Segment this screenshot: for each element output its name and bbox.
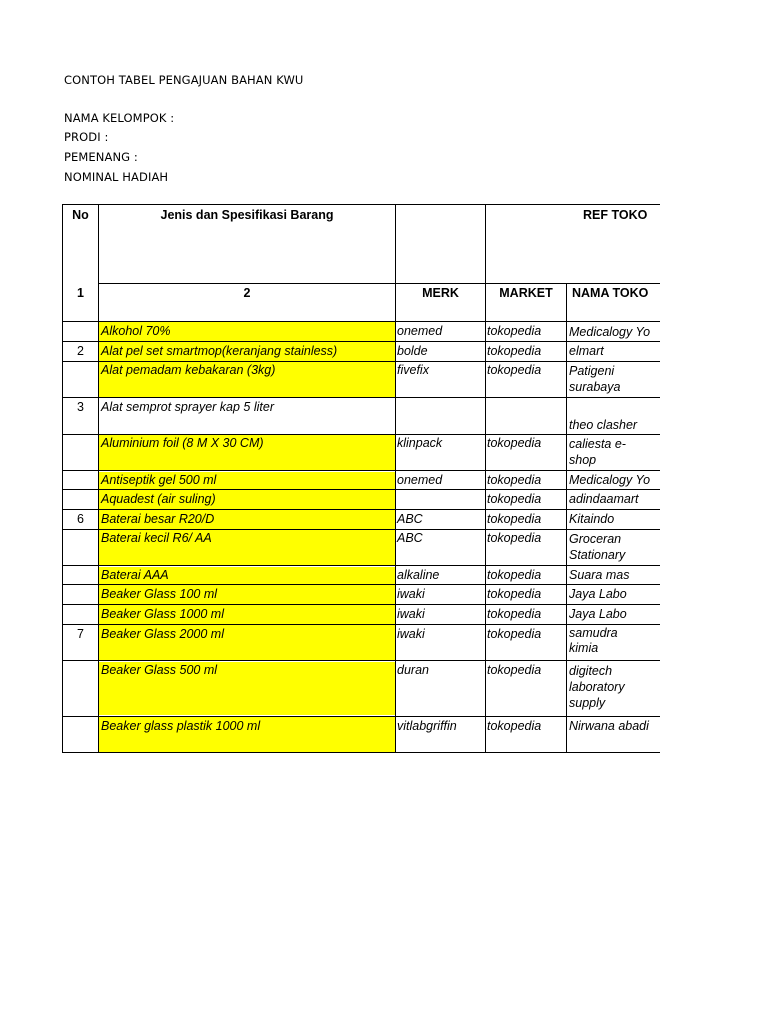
col-header-nama-toko: NAMA TOKO xyxy=(572,286,649,300)
grid-line xyxy=(62,489,660,490)
row-no: 6 xyxy=(77,512,84,526)
grid-line xyxy=(62,321,660,322)
row-item: Baterai kecil R6/ AA xyxy=(101,531,212,545)
row-market: tokopedia xyxy=(487,627,542,641)
row-toko: Kitaindo xyxy=(569,512,615,526)
nominal-hadiah-label: NOMINAL HADIAH xyxy=(64,170,169,184)
prodi-label: PRODI : xyxy=(64,130,109,144)
row-merk: ABC xyxy=(397,512,423,526)
row-market: tokopedia xyxy=(487,436,542,450)
row-no: 7 xyxy=(77,627,84,641)
grid-line xyxy=(62,361,660,362)
row-item: Beaker glass plastik 1000 ml xyxy=(101,719,261,733)
grid-line xyxy=(62,204,660,205)
row-item: Baterai besar R20/D xyxy=(101,512,215,526)
row-merk: onemed xyxy=(397,473,443,487)
row-merk: fivefix xyxy=(397,363,429,377)
row-no: 2 xyxy=(77,344,84,358)
row-market: tokopedia xyxy=(487,587,542,601)
row-merk: alkaline xyxy=(397,568,440,582)
row-merk: vitlabgriffin xyxy=(397,719,457,733)
col-header-merk: MERK xyxy=(422,286,459,300)
row-merk: iwaki xyxy=(397,627,425,641)
col-header-jenis: Jenis dan Spesifikasi Barang xyxy=(160,208,334,222)
row-toko: Groceran Stationary xyxy=(569,532,626,562)
nama-kelompok-label: NAMA KELOMPOK : xyxy=(64,111,175,125)
grid-line xyxy=(62,584,660,585)
row-merk: iwaki xyxy=(397,587,425,601)
row-market: tokopedia xyxy=(487,473,542,487)
row-merk: ABC xyxy=(397,531,423,545)
grid-line xyxy=(62,624,660,625)
row-item: Alat pel set smartmop(keranjang stainless) xyxy=(101,344,338,358)
grid-line xyxy=(98,283,660,284)
grid-line xyxy=(62,604,660,605)
row-toko: digitech laboratory supply xyxy=(569,664,625,710)
row-market: tokopedia xyxy=(487,607,542,621)
row-item: Beaker Glass 500 ml xyxy=(101,663,218,677)
row-merk: duran xyxy=(397,663,429,677)
subheader-2: 2 xyxy=(243,286,251,300)
row-item: Baterai AAA xyxy=(101,568,169,582)
col-header-market: MARKET xyxy=(499,286,553,300)
row-merk: klinpack xyxy=(397,436,443,450)
row-toko: Nirwana abadi xyxy=(569,719,649,733)
grid-line xyxy=(62,529,660,530)
row-merk: iwaki xyxy=(397,607,425,621)
row-merk: bolde xyxy=(397,344,428,358)
row-item: Beaker Glass 100 ml xyxy=(101,587,218,601)
row-item: Alat pemadam kebakaran (3kg) xyxy=(101,363,276,377)
row-toko: Medicalogy Yo xyxy=(569,473,651,487)
grid-line xyxy=(62,509,660,510)
row-toko: samudra kimia xyxy=(569,626,618,655)
row-toko: theo clasher xyxy=(569,418,638,432)
row-toko: adindaamart xyxy=(569,492,639,506)
row-item: Alat semprot sprayer kap 5 liter xyxy=(101,400,274,414)
row-item: Beaker Glass 1000 ml xyxy=(101,607,224,621)
col-header-ref-toko: REF TOKO xyxy=(583,208,648,222)
grid-line xyxy=(62,341,660,342)
row-item: Aluminium foil (8 M X 30 CM) xyxy=(101,436,264,450)
row-toko: Patigeni surabaya xyxy=(569,364,621,394)
grid-line xyxy=(62,470,660,471)
grid-line xyxy=(566,283,567,753)
row-toko: Medicalogy Yo xyxy=(569,325,651,339)
col-header-no: No xyxy=(72,208,89,222)
grid-line xyxy=(62,752,660,753)
row-market: tokopedia xyxy=(487,663,542,677)
row-market: tokopedia xyxy=(487,324,542,338)
row-toko: caliesta e-shop xyxy=(569,437,626,467)
pemenang-label: PEMENANG : xyxy=(64,150,138,164)
row-toko: elmart xyxy=(569,344,604,358)
grid-line xyxy=(62,397,660,398)
row-merk: onemed xyxy=(397,324,443,338)
row-market: tokopedia xyxy=(487,492,542,506)
page-title: CONTOH TABEL PENGAJUAN BAHAN KWU xyxy=(64,73,304,87)
row-item: Alkohol 70% xyxy=(101,324,171,338)
subheader-1: 1 xyxy=(77,286,84,300)
row-item: Beaker Glass 2000 ml xyxy=(101,627,224,641)
row-market: tokopedia xyxy=(487,531,542,545)
row-market: tokopedia xyxy=(487,512,542,526)
row-toko: Jaya Labo xyxy=(569,607,627,621)
row-market: tokopedia xyxy=(487,568,542,582)
row-market: tokopedia xyxy=(487,719,542,733)
grid-line xyxy=(62,434,660,435)
row-no: 3 xyxy=(77,400,84,414)
grid-line xyxy=(62,716,660,717)
row-item: Antiseptik gel 500 ml xyxy=(101,473,217,487)
row-toko: Jaya Labo xyxy=(569,587,627,601)
row-market: tokopedia xyxy=(487,363,542,377)
row-item: Aquadest (air suling) xyxy=(101,492,216,506)
row-market: tokopedia xyxy=(487,344,542,358)
grid-line xyxy=(62,565,660,566)
grid-line xyxy=(62,660,660,661)
row-toko: Suara mas xyxy=(569,568,630,582)
